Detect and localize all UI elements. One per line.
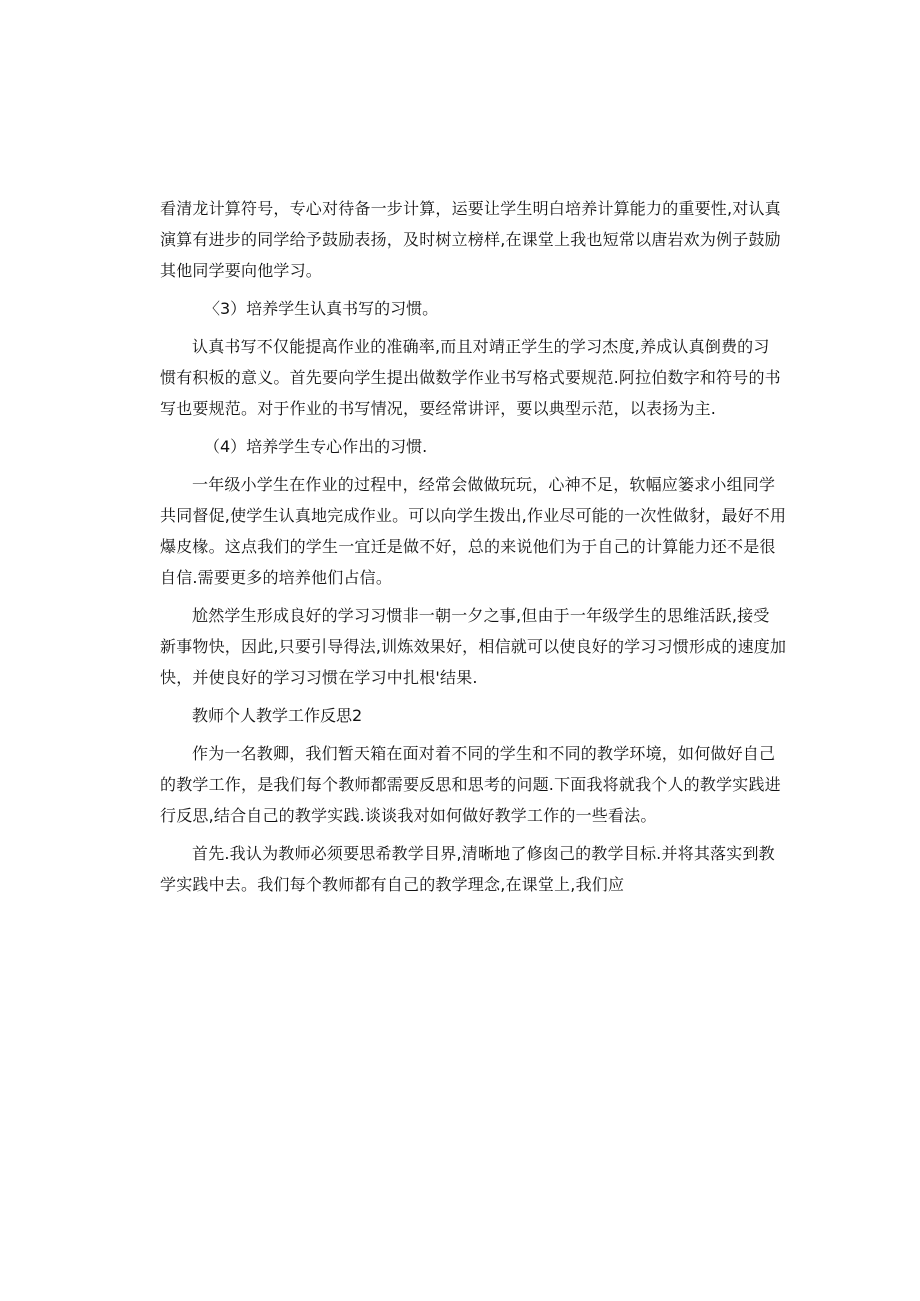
text-line: 共同督促,使学生认真地完成作业。可以向学生拨出,作业尽可能的一次性做豺，最好不用 <box>160 506 787 525</box>
section-heading-4: （4）培养学生专心作出的习惯. <box>204 437 428 456</box>
paragraph-calculation-habit <box>160 193 781 286</box>
paragraph-intro <box>160 738 781 831</box>
text-line: 看清龙计算符号，专心对待备一步计算，运要让学生明白培养计算能力的重要性,对认真 <box>160 199 781 218</box>
section-heading-3: 〈3）培养学生认真书写的习惯。 <box>204 299 439 318</box>
text-line: 自信.需要更多的培养他们占信。 <box>160 568 393 587</box>
text-line: 惯有积板的意义。首先要向学生提出做数学作业书写格式要规范.阿拉伯数字和符号的书 <box>160 368 781 387</box>
paragraph-focus-habit <box>160 469 787 593</box>
document-body <box>160 193 787 907</box>
text-line: 演算有进步的同学给予鼓励表扬，及时树立榜样,在课堂上我也短常以唐岩欢为例子鼓励 <box>160 230 781 249</box>
paragraph-first-point <box>160 838 775 900</box>
text-line: 其他同学要向他学习。 <box>160 261 323 280</box>
text-line: 认真书写不仅能提高作业的准确率,而且对靖正学生的学习杰度,养成认真倒费的习 <box>192 337 770 356</box>
text-line: 写也要规范。对于作业的书写情况，要经常讲评，要以典型示范，以表扬为主. <box>160 399 717 418</box>
text-line: 一年级小学生在作业的过程中，经常会做做玩玩，心神不足，软幅应篓求小组同学 <box>192 475 776 494</box>
text-line: 快，并使良好的学习习惯在学习中扎根'结果. <box>160 668 478 687</box>
text-line: 作为一名教卿，我们暂天箱在面对着不同的学生和不同的教学环境，如何做好自己 <box>192 744 776 763</box>
text-line: 爆皮椽。这点我们的学生一宜迁是做不好，总的来说他们为于自己的计算能力还不是很 <box>160 537 776 556</box>
text-line: 行反思,结合自己的教学实践.谈谈我对如何做好教学工作的一些看法。 <box>160 806 657 825</box>
paragraph-writing-habit <box>160 331 781 424</box>
article-title-2: 教师个人教学工作反思2 <box>192 706 363 725</box>
text-line: 新事物快，因此,只要引导得法,训炼效果好，相信就可以使良好的学习习惯形成的速度加 <box>160 637 787 656</box>
text-line: 的教学工作，是我们每个教师都需要反思和思考的问题.下面我将就我个人的教学实践进 <box>160 775 781 794</box>
paragraph-conclusion <box>160 600 787 693</box>
text-line: 首先.我认为教师必须要思希教学目界,清晰地了修囱己的教学目标.并将其落实到教 <box>192 844 775 863</box>
text-line: 学实践中去。我们每个教师都有自己的教学理念,在课堂上,我们应 <box>160 875 625 894</box>
text-line: 尬然学生形成良好的学习习惯非一朝一夕之事,但由于一年级学生的思维活跃,接受 <box>192 606 770 625</box>
